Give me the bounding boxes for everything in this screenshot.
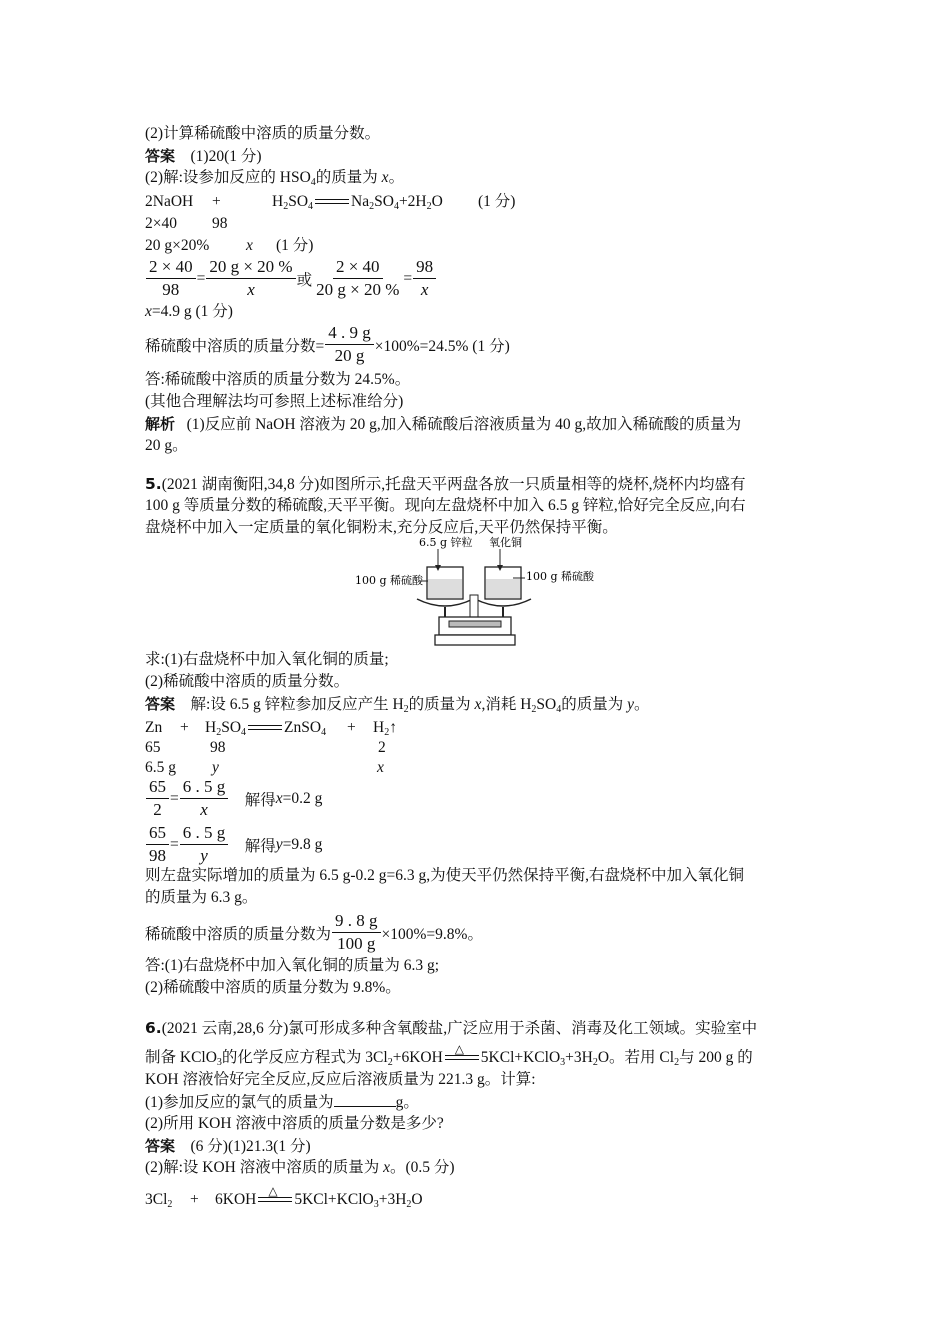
sub: 3 — [216, 1057, 222, 1068]
question-number: 6. — [145, 1019, 162, 1037]
sub: 4 — [308, 201, 314, 212]
t: 6KOH — [215, 1191, 257, 1208]
denominator: x — [420, 280, 429, 299]
q5-answer — [145, 694, 650, 715]
numerator: 6 . 5 g — [180, 776, 229, 799]
denominator: 98 — [162, 280, 180, 299]
sub: 2 — [426, 201, 432, 212]
sub: 2 — [167, 1199, 173, 1210]
sub: 4 — [393, 201, 399, 212]
var-y: y — [627, 696, 634, 713]
t: SO — [536, 696, 557, 713]
var-x: x — [275, 789, 283, 807]
t: 的化学反应方程式为 3Cl — [221, 1049, 388, 1066]
t: g。 — [395, 1094, 419, 1111]
source: (2021 云南,28,6 分) — [161, 1020, 289, 1037]
t: H — [205, 719, 217, 736]
q6-line1 — [145, 1018, 757, 1039]
q5-text2: 的质量为 6.3 g。 — [145, 889, 258, 906]
q6-line2 — [145, 1042, 753, 1068]
result: =4.9 g (1 分) — [151, 303, 233, 320]
sub: 2 — [216, 727, 222, 738]
note: (其他合理解法均可参照上述标准给分) — [145, 393, 404, 410]
mr-zn: 65 — [145, 739, 161, 756]
fraction — [146, 822, 169, 867]
denominator: 2 — [153, 800, 162, 819]
sub: 2 — [387, 1057, 393, 1068]
sub: 3 — [373, 1199, 379, 1210]
var-x: x — [381, 169, 389, 186]
sub: 2 — [531, 704, 537, 715]
answer-label: 答案 — [145, 147, 176, 165]
q6-ask2: (2)所用 KOH 溶液中溶质的质量分数是多少? — [145, 1115, 444, 1132]
eq-plus: + — [180, 719, 189, 736]
t: 。(0.5 分) — [389, 1159, 455, 1176]
label-right-acid: 100 g 稀硫酸 — [526, 570, 595, 583]
t: ,消耗 H — [481, 696, 532, 713]
q5-line2: 100 g 等质量分数的稀硫酸,天平平衡。现向左盘烧杯中加入 6.5 g 锌粒,恰好完全反应,向右 — [145, 497, 746, 514]
sub: 2 — [283, 201, 289, 212]
q5-line1 — [145, 474, 746, 495]
eq-koh-products — [215, 1184, 423, 1210]
proportion-row: $\frac{2 \times 40}{98}$ = $\frac{20 g \times 20 \%}{x}$ 或 $\frac{2 \times 40}{20 g \times 20 \%}$ = $\frac{98}{x}$ — [145, 256, 437, 301]
period: 。 — [388, 169, 405, 186]
analysis-label: 解析 — [145, 415, 176, 433]
q5-ask2: (2)稀硫酸中溶质的质量分数。 — [145, 673, 350, 690]
numerator: 2 × 40 — [333, 256, 383, 279]
reaction-arrow — [248, 725, 282, 731]
t: +6KOH — [392, 1049, 443, 1066]
concentration-row — [145, 322, 510, 367]
score: (1 分) — [478, 193, 516, 210]
result: =0.2 g — [282, 789, 323, 807]
denominator: x — [247, 280, 255, 299]
fraction — [146, 776, 169, 821]
eq-h2 — [373, 718, 397, 738]
denominator: y — [200, 846, 208, 865]
q5-answer1: 答:(1)右盘烧杯中加入氧化铜的质量为 6.3 g; — [145, 957, 440, 974]
q5-text1: 则左盘实际增加的质量为 6.5 g-0.2 g=6.3 g,为使天平仍然保持平衡,右盘烧杯中加入氧化铜 — [145, 867, 745, 884]
numerator: 65 — [146, 776, 169, 799]
result: =9.8 g — [282, 835, 323, 853]
eq-h2so4-znso4 — [205, 718, 326, 738]
result-x — [145, 302, 233, 322]
eq-zn: Zn — [145, 719, 163, 736]
eq-naoh: 2NaOH — [145, 193, 194, 210]
fraction — [413, 256, 436, 301]
t: O — [411, 1191, 423, 1208]
reaction-arrow — [315, 199, 349, 205]
result: ×100%=9.8%。 — [381, 925, 483, 943]
q4-part2: (2)计算稀硫酸中溶质的质量分数。 — [145, 125, 381, 142]
q5-ask1: 求:(1)右盘烧杯中加入氧化铜的质量; — [145, 651, 389, 668]
fraction — [332, 910, 381, 955]
var-x: x — [474, 696, 482, 713]
t: 5KCl+KClO — [480, 1049, 561, 1066]
sub: 4 — [556, 704, 562, 715]
t: (1)参加反应的氯气的质量为 — [145, 1094, 334, 1111]
t: (2)解:设 KOH 溶液中溶质的质量为 — [145, 1159, 384, 1176]
score: (1 分) — [276, 237, 314, 254]
eq-so: SO — [374, 193, 394, 210]
eq-plus: + — [212, 193, 221, 210]
t: +3H — [565, 1049, 593, 1066]
text: 氯可形成多种含氧酸盐,广泛应用于杀菌、消毒及化工领域。实验室中 — [288, 1020, 758, 1037]
or: 或 — [296, 271, 313, 289]
denominator: 20 g × 20 % — [316, 280, 400, 299]
mr-h2: 2 — [378, 739, 386, 756]
up-arrow: ↑ — [389, 719, 397, 736]
q5-concentration — [145, 910, 483, 955]
q6-line3: KOH 溶液恰好完全反应,反应后溶液质量为 221.3 g。计算: — [145, 1071, 536, 1088]
mass-naoh: 20 g×20% — [145, 237, 210, 254]
source: (2021 湖南衡阳,34,8 分) — [161, 476, 320, 493]
eq-so: SO — [288, 193, 309, 210]
denominator: 20 g — [334, 346, 365, 365]
sub: 2 — [674, 1057, 680, 1068]
t: 解得 — [244, 791, 276, 809]
label-zinc: 6.5 g 锌粒 — [419, 536, 473, 549]
q6-ask1 — [145, 1092, 419, 1113]
reaction-arrow-heat — [445, 1042, 479, 1061]
var-x: x — [377, 759, 384, 776]
fraction — [180, 822, 229, 867]
result: ×100%=24.5% (1 分) — [374, 337, 510, 355]
mr-h2so4: 98 — [212, 215, 228, 232]
sub: 2 — [406, 1199, 412, 1210]
question-number: 5. — [145, 475, 162, 493]
sub: 4 — [310, 177, 316, 188]
period: 。 — [634, 696, 650, 713]
answer-label: 答案 — [145, 1137, 176, 1155]
label: 稀硫酸中溶质的质量分数= — [145, 337, 325, 355]
eq-h: H — [272, 193, 284, 210]
sub: 2 — [403, 704, 409, 715]
analysis-line1 — [145, 414, 741, 435]
q4-answer-line — [145, 146, 262, 167]
heat-symbol: △ — [268, 1184, 278, 1199]
proportion-x: $\frac{65}{2}$ = $\frac{6 . 5 g}{x}$ 解得 x =0.2 g — [145, 776, 322, 821]
fraction — [206, 256, 295, 301]
t: 的质量为 — [408, 696, 475, 713]
balance-figure — [355, 535, 605, 650]
numerator: 9 . 8 g — [332, 910, 381, 933]
sol-intro-c: 的质量为 — [315, 169, 382, 186]
t: 与 200 g 的 — [679, 1049, 753, 1066]
numerator: 6 . 5 g — [180, 822, 229, 845]
t: 解:设 6.5 g 锌粒参加反应产生 H — [190, 696, 404, 713]
sub: 4 — [321, 727, 327, 738]
t: ZnSO — [284, 719, 322, 736]
label-cuo: 氧化铜 — [489, 536, 522, 549]
numerator: 2 × 40 — [146, 256, 196, 279]
eq-plus: + — [347, 719, 356, 736]
analysis-line2: 20 g。 — [145, 437, 188, 454]
mr-naoh: 2×40 — [145, 215, 177, 232]
sub: 2 — [384, 727, 390, 738]
var-y: y — [275, 835, 283, 853]
sub: 2 — [592, 1057, 598, 1068]
proportion-y: $\frac{65}{98}$ = $\frac{6 . 5 g}{y}$ 解得 y =9.8 g — [145, 822, 322, 867]
numerator: 98 — [413, 256, 436, 279]
denominator: 98 — [149, 846, 166, 865]
t: +3H — [378, 1191, 407, 1208]
sub: 3 — [560, 1057, 566, 1068]
fraction — [146, 256, 196, 301]
var-y: y — [212, 759, 219, 776]
sol-intro-a: (2)解:设参加反应的 H — [145, 169, 291, 186]
sub: 2 — [369, 201, 375, 212]
t: SO — [221, 719, 242, 736]
numerator: 20 g × 20 % — [206, 256, 295, 279]
analysis-text: (1)反应前 NaOH 溶液为 20 g,加入稀硫酸后溶液质量为 40 g,故加入稀硫酸的质量为 — [186, 416, 742, 433]
mass-zn: 6.5 g — [145, 759, 176, 776]
q6-answer — [145, 1136, 311, 1157]
mr-h2so4: 98 — [210, 739, 226, 756]
q4-solution-intro — [145, 168, 404, 188]
t: 解得 — [244, 837, 276, 855]
t: O。若用 Cl — [597, 1049, 675, 1066]
t: (6 分)(1)21.3(1 分) — [190, 1138, 311, 1155]
answer-part1: (1)20(1 分) — [190, 148, 262, 165]
t: H — [373, 719, 385, 736]
numerator: 4 . 9 g — [325, 322, 374, 345]
sol-intro-b: SO — [290, 169, 311, 186]
label-left-acid: 100 g 稀硫酸 — [355, 574, 424, 587]
answer-label: 答案 — [145, 695, 176, 713]
q6-solution — [145, 1158, 455, 1178]
eq-o: O — [431, 193, 443, 210]
sub: 4 — [241, 727, 247, 738]
eq-cl2 — [145, 1190, 172, 1210]
reaction-arrow-heat — [258, 1184, 292, 1203]
t: 3Cl — [145, 1191, 168, 1208]
eq-h2o: +2H — [398, 193, 427, 210]
numerator: 65 — [146, 822, 169, 845]
t: 的质量为 — [561, 696, 628, 713]
eq-plus: + — [190, 1191, 199, 1208]
fraction — [180, 776, 229, 821]
denominator: 100 g — [337, 934, 376, 953]
q5-answer2: (2)稀硫酸中溶质的质量分数为 9.8%。 — [145, 979, 401, 996]
answer: 答:稀硫酸中溶质的质量分数为 24.5%。 — [145, 371, 411, 388]
eq-h2so4-na2so4 — [272, 192, 443, 212]
heat-symbol: △ — [454, 1042, 465, 1057]
t: 5KCl+KClO — [294, 1191, 374, 1208]
answer-blank[interactable] — [334, 1092, 396, 1107]
var-x: x — [383, 1159, 390, 1176]
text: 如图所示,托盘天平两盘各放一只质量相等的烧杯,烧杯内均盛有 — [319, 476, 746, 493]
denominator: x — [200, 800, 208, 819]
var-x: x — [145, 303, 152, 320]
q5-line3: 盘烧杯中加入一定质量的氧化铜粉末,充分反应后,天平仍然保持平衡。 — [145, 519, 618, 536]
t: 制备 KClO — [145, 1049, 217, 1066]
label: 稀硫酸中溶质的质量分数为 — [145, 925, 332, 943]
var-x: x — [246, 237, 253, 254]
fraction — [325, 322, 374, 367]
eq-na: Na — [351, 193, 370, 210]
fraction — [313, 256, 402, 301]
